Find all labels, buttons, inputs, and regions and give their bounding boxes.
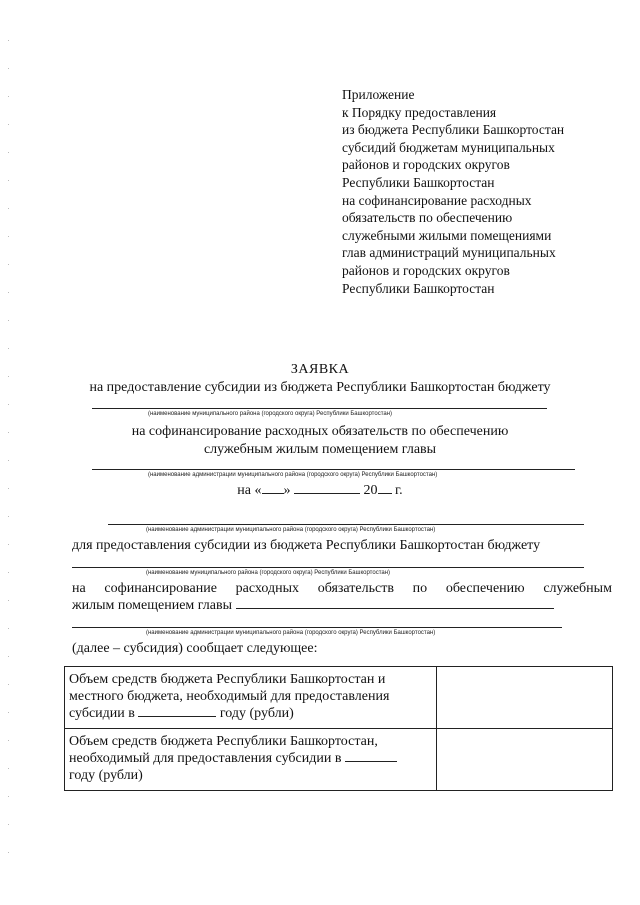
scan-margin-marks: [8, 40, 9, 880]
purpose-line-2: служебным жилым помещением главы: [203, 442, 437, 457]
cofin-word: обязательств: [317, 581, 394, 596]
body-municipality-field[interactable]: [72, 567, 584, 568]
appendix-line: обязательств по обеспечению: [342, 210, 513, 226]
appendix-line: на софинансирование расходных: [342, 192, 532, 208]
body-administration-field[interactable]: [108, 524, 584, 525]
reports-line: (далее – субсидия) сообщает следующее:: [72, 641, 318, 656]
row1-value-cell[interactable]: [437, 667, 613, 729]
appendix-line: к Порядку предоставления: [342, 104, 497, 120]
appendix-line: глав администраций муниципальных: [342, 245, 556, 261]
cofin-word: расходных: [235, 581, 299, 596]
housing-line: [72, 598, 554, 614]
row2-line: Объем средств бюджета Республики Башкортостан,: [69, 734, 378, 749]
municipality-caption: (наименование муниципального района (городского округа) Республики Башкортостан): [148, 411, 393, 417]
appendix-line: Республики Башкортостан: [342, 280, 495, 296]
row1-line: местного бюджета, необходимый для предоставления: [69, 689, 390, 704]
cofin-word: на: [72, 581, 86, 596]
head-name-field[interactable]: [236, 608, 554, 609]
row1-line: [69, 705, 432, 722]
date-year: 20: [363, 483, 378, 498]
day-field[interactable]: [262, 493, 284, 494]
appendix-line: субсидий бюджетам муниципальных: [342, 139, 555, 155]
document-subtitle: на предоставление субсидии из бюджета Республики Башкортостан бюджету: [89, 380, 551, 395]
housing-text: жилым помещением главы: [72, 598, 233, 613]
subsidy-line: для предоставления субсидии из бюджета Республики Башкортостан бюджету: [72, 538, 541, 553]
appendix-line: Республики Башкортостан: [342, 174, 495, 190]
body-administration-caption-2: (наименование администрации муниципального района (городского округа) Республики Башкортостан): [146, 630, 436, 636]
body-administration-caption: (наименование администрации муниципального района (городского округа) Республики Башкортостан): [146, 527, 436, 533]
cofin-word: по: [412, 581, 428, 596]
body-municipality-caption: (наименование муниципального района (городского округа) Республики Башкортостан): [146, 570, 391, 576]
appendix-line: районов и городских округов: [342, 262, 510, 278]
table-row: [65, 729, 613, 791]
purpose-line-1: на софинансирование расходных обязательств по обеспечению: [131, 424, 509, 439]
table-cell-label: [65, 729, 437, 791]
administration-caption: (наименование администрации муниципального района (городского округа) Республики Башкортостан): [148, 472, 438, 478]
date-line: [0, 483, 640, 499]
row2-value-cell[interactable]: [437, 729, 613, 791]
cofin-word: обеспечению: [445, 581, 525, 596]
row2-line: [69, 750, 432, 767]
row2-line: году (рубли): [69, 768, 143, 783]
date-prefix: на «: [237, 483, 262, 498]
row1-prefix: субсидии в: [69, 706, 135, 721]
budget-table: [64, 666, 613, 791]
appendix-line: из бюджета Республики Башкортостан: [342, 122, 565, 138]
date-suffix: г.: [395, 483, 403, 498]
body-administration-field-2[interactable]: [72, 627, 562, 628]
date-mid: »: [283, 483, 291, 498]
row2-text: необходимый для предоставления субсидии в: [69, 751, 342, 766]
appendix-line: районов и городских округов: [342, 157, 510, 173]
appendix-line: служебными жилыми помещениями: [342, 227, 552, 243]
municipality-name-field[interactable]: [92, 408, 547, 409]
row2-year-field[interactable]: [345, 761, 397, 762]
table-cell-label: [65, 667, 437, 729]
table-row: [65, 667, 613, 729]
cofin-word: софинансирование: [104, 581, 217, 596]
cofinancing-line: [72, 581, 612, 597]
row1-suffix: году (рубли): [219, 706, 294, 721]
month-field[interactable]: [294, 493, 360, 494]
row1-year-field[interactable]: [138, 716, 216, 717]
appendix-line: Приложение: [342, 87, 415, 102]
document-title: ЗАЯВКА: [290, 362, 350, 377]
year-field[interactable]: [378, 493, 392, 494]
administration-name-field[interactable]: [92, 469, 575, 470]
appendix-header: [342, 86, 564, 297]
cofin-word: служебным: [543, 581, 612, 596]
row1-line: Объем средств бюджета Республики Башкортостан и: [69, 672, 386, 687]
